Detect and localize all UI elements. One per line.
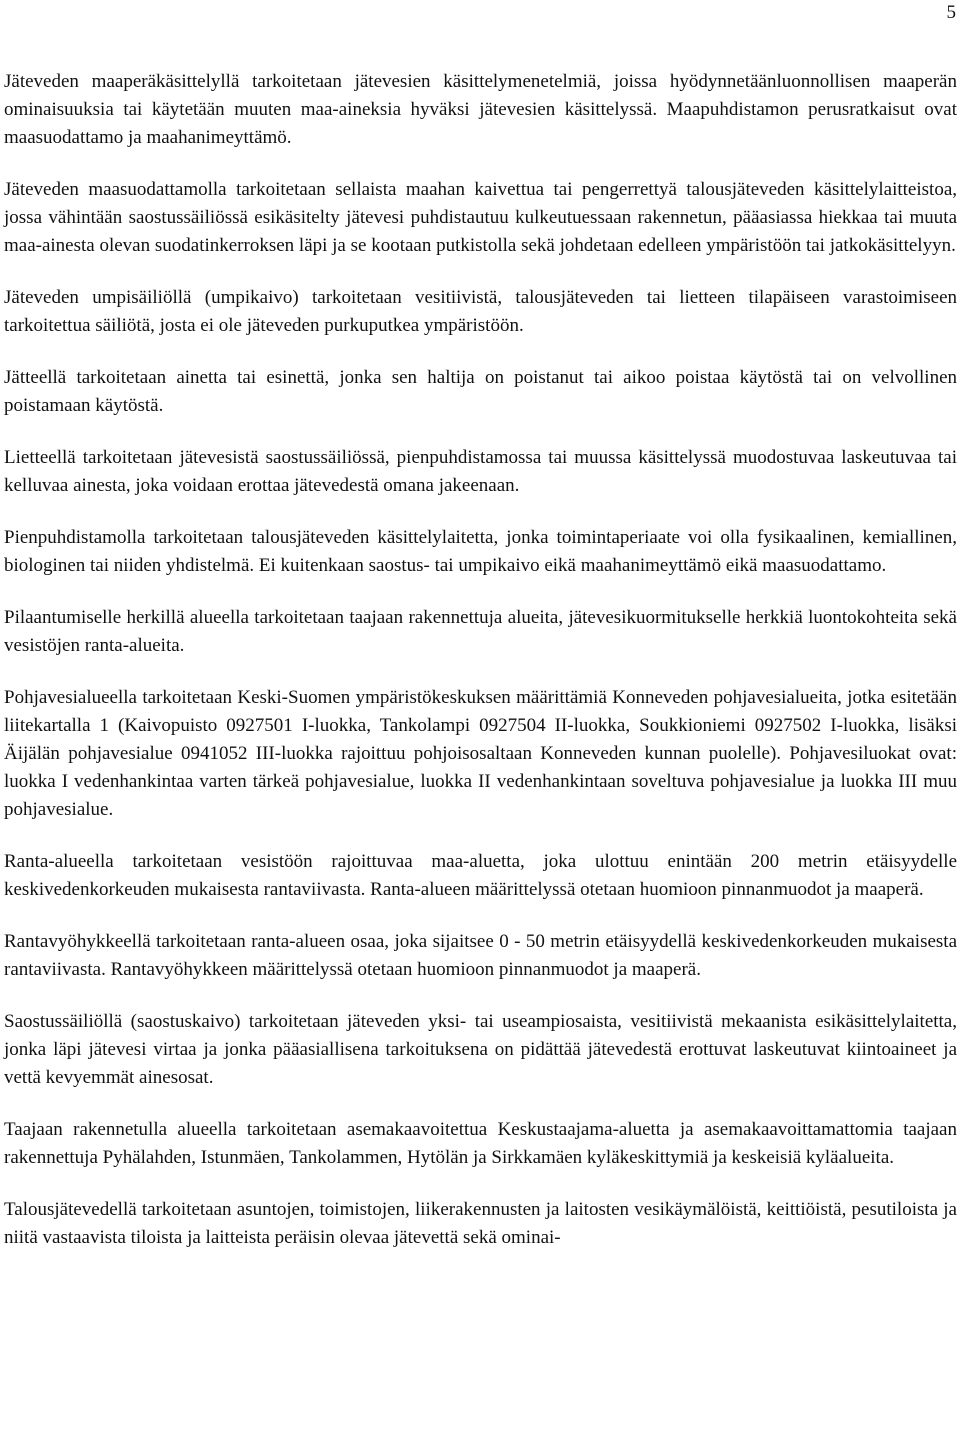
- defined-term: Saostussäiliöllä: [4, 1011, 123, 1032]
- defined-term: Pilaantumiselle herkillä alueella: [4, 607, 249, 628]
- definition-paragraph: [4, 1116, 957, 1172]
- definition-text: tarkoitetaan jätevesien käsittelymenetelmiä, joissa hyödynnetäänluonnollisen maaperän ominaisuuksia tai käytetään muuten maa-aineksia hyväksi jätevesien käsittelyssä. Maapuhdistamon perusratkaisut ovat maasuodattamo ja maahanimeyttämö.: [4, 71, 957, 148]
- definition-text: tarkoitetaan taajaan rakennettuja alueita, jätevesikuormitukselle herkkiä luontokohteita sekä vesistöjen ranta-alueita.: [4, 607, 957, 656]
- definition-paragraph: [4, 524, 957, 580]
- defined-term: Pohjavesialueella: [4, 687, 137, 708]
- defined-term: Rantavyöhykkeellä: [4, 931, 151, 952]
- defined-term: Lietteellä: [4, 447, 76, 468]
- definition-paragraph: [4, 176, 957, 260]
- definition-text: tarkoitetaan sellaista maahan kaivettua tai pengerrettyä talousjäteveden käsittelylaitteistoa, jossa vähintään saostussäiliössä esikäsitelty jätevesi puhdistautuu kulkeutuessaan rakennetun, pääasiassa hiekkaa tai muuta maa-ainesta olevan suodatinkerroksen läpi ja se kootaan putkistolla sekä johdetaan edelleen ympäristöön tai jatkokäsittelyyn.: [4, 179, 957, 256]
- defined-term: Jäteveden maaperäkäsittelyllä: [4, 71, 240, 92]
- definition-text: tarkoitetaan Keski-Suomen ympäristökeskuksen määrittämiä Konneveden pohjavesialueita, jotka esitetään liitekartalla 1 (Kaivopuisto 0927501 I-luokka, Tankolampi 0927504 II-luokka, Soukkioniemi 0927502 I-luokka, lisäksi Äijälän pohjavesialue 0941052 III-luokka rajoittuu pohjoisosaltaan Konneveden kunnan puolelle). Pohjavesiluokat ovat: luokka I vedenhankintaa varten tärkeä pohjavesialue, luokka II vedenhankintaan soveltuva pohjavesialue ja luokka III muu pohjavesialue.: [4, 687, 957, 820]
- definition-text: tarkoitetaan vesistöön rajoittuvaa maa-aluetta, joka ulottuu enintään 200 metrin etäisyydelle keskivedenkorkeuden mukaisesta rantaviivasta. Ranta-alueen määrittelyssä otetaan huomioon pinnanmuodot ja maaperä.: [4, 851, 957, 900]
- definition-paragraph: [4, 284, 957, 340]
- definition-paragraph: [4, 604, 957, 660]
- definition-paragraph: [4, 444, 957, 500]
- defined-term: Talousjätevedellä: [4, 1199, 137, 1220]
- page-number: 5: [946, 2, 956, 23]
- definition-paragraph: [4, 848, 957, 904]
- definition-text: tarkoitetaan ainetta tai esinettä, jonka sen haltija on poistanut tai aikoo poistaa käytöstä tai on velvollinen poistamaan käytöstä.: [4, 367, 957, 416]
- definition-text: (umpikaivo) tarkoitetaan vesitiivistä, talousjäteveden tai lietteen tilapäiseen varastoimiseen tarkoitettua säiliötä, josta ei ole jäteveden purkuputkea ympäristöön.: [4, 287, 957, 336]
- document-body: [4, 68, 957, 1252]
- definition-paragraph: [4, 684, 957, 824]
- defined-term: Jäteveden umpisäiliöllä: [4, 287, 192, 308]
- definition-paragraph: [4, 68, 957, 152]
- definition-paragraph: [4, 928, 957, 984]
- definition-paragraph: [4, 1196, 957, 1252]
- definition-text: tarkoitetaan jätevesistä saostussäiliössä, pienpuhdistamossa tai muussa käsittelyssä muodostuvaa laskeutuvaa tai kelluvaa ainesta, joka voidaan erottaa jätevedestä omana jakeenaan.: [4, 447, 957, 496]
- definition-text: tarkoitetaan talousjäteveden käsittelylaitetta, jonka toimintaperiaate voi olla fysikaalinen, kemiallinen, biologinen tai niiden yhdistelmä. Ei kuitenkaan saostus- tai umpikaivo eikä maahanimeyttämö eikä maasuodattamo.: [4, 527, 957, 576]
- defined-term: Pienpuhdistamolla: [4, 527, 146, 548]
- definition-text: tarkoitetaan ranta-alueen osaa, joka sijaitsee 0 - 50 metrin etäisyydellä keskivedenkorkeuden mukaisesta rantaviivasta. Rantavyöhykkeen määrittelyssä otetaan huomioon pinnanmuodot ja maaperä.: [4, 931, 957, 980]
- defined-term: Taajaan rakennetulla alueella: [4, 1119, 237, 1140]
- definition-paragraph: [4, 364, 957, 420]
- defined-term: Jäteveden maasuodattamolla: [4, 179, 227, 200]
- definition-text: (saostuskaivo) tarkoitetaan jäteveden yksi- tai useampiosaista, vesitiivistä mekaanista esikäsittelylaitetta, jonka läpi jätevesi virtaa ja jonka pääasiallisena tarkoituksena on pidättää jätevedestä erottuvat laskeutuvat kiintoaineet ja vettä kevyemmät ainesosat.: [4, 1011, 957, 1088]
- defined-term: Jätteellä: [4, 367, 67, 388]
- definition-paragraph: [4, 1008, 957, 1092]
- definition-text: tarkoitetaan asuntojen, toimistojen, liikerakennusten ja laitosten vesikäymälöistä, keittiöistä, pesutiloista ja niitä vastaavista tiloista ja laitteista peräisin olevaa jätevettä sekä ominai-: [4, 1199, 957, 1248]
- definition-text: tarkoitetaan asemakaavoitettua Keskustaajama-aluetta ja asemakaavoittamattomia taajaan rakennettuja Pyhälahden, Istunmäen, Tankolammen, Hytölän ja Sirkkamäen kyläkeskittymiä ja keskeisiä kyläalueita.: [4, 1119, 957, 1168]
- defined-term: Ranta-alueella: [4, 851, 114, 872]
